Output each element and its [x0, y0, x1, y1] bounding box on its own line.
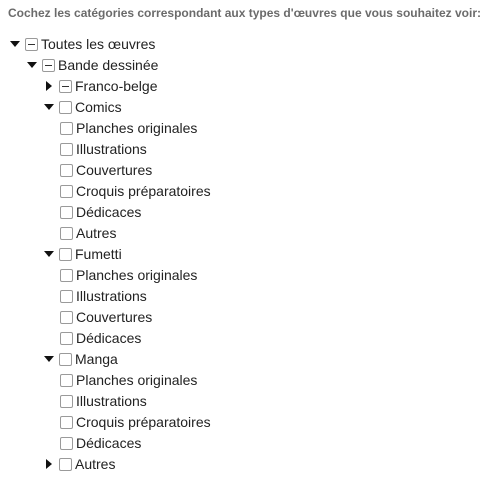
tree-item-label[interactable]: Comics	[75, 99, 122, 115]
checkbox[interactable]	[60, 227, 73, 240]
checkbox[interactable]	[60, 290, 73, 303]
checkbox[interactable]	[60, 311, 73, 324]
checkbox-indeterminate[interactable]	[42, 59, 55, 72]
tree-item-croquis-preparatoires[interactable]	[60, 181, 211, 201]
checkbox[interactable]	[60, 374, 73, 387]
tree-item-franco-belge[interactable]	[43, 76, 158, 96]
tree-item-label[interactable]: Couvertures	[76, 309, 153, 325]
checkbox[interactable]	[59, 353, 72, 366]
checkbox-indeterminate[interactable]	[25, 38, 38, 51]
checkbox[interactable]	[59, 248, 72, 261]
tree-item-label[interactable]: Fumetti	[75, 246, 122, 262]
tree-item-label[interactable]: Dédicaces	[76, 435, 142, 451]
tree-item-label[interactable]: Illustrations	[76, 141, 147, 157]
tree-item-label[interactable]: Couvertures	[76, 162, 153, 178]
tree-item-couvertures[interactable]	[60, 160, 152, 180]
tree-item-croquis-preparatoires[interactable]	[60, 412, 211, 432]
tree-item-label[interactable]: Dédicaces	[76, 330, 142, 346]
tree-item-autres[interactable]	[60, 223, 116, 243]
tree-item-label[interactable]: Croquis préparatoires	[76, 414, 211, 430]
tree-item-illustrations[interactable]	[60, 139, 147, 159]
checkbox[interactable]	[59, 458, 72, 471]
checkbox[interactable]	[60, 122, 73, 135]
tree-item-illustrations[interactable]	[60, 286, 147, 306]
tree-item-planches-originales[interactable]	[60, 370, 197, 390]
checkbox-indeterminate[interactable]	[59, 80, 72, 93]
tree-item-dedicaces[interactable]	[60, 328, 141, 348]
tree-item-dedicaces[interactable]	[60, 433, 141, 453]
tree-item-label[interactable]: Croquis préparatoires	[76, 183, 211, 199]
caret-down-icon[interactable]	[9, 38, 21, 50]
tree-item-label[interactable]: Planches originales	[76, 267, 198, 283]
tree-item-label[interactable]: Franco-belge	[75, 78, 158, 94]
tree-item-label[interactable]: Manga	[75, 351, 118, 367]
tree-item-fumetti[interactable]	[43, 244, 122, 264]
tree-item-bande-dessinee[interactable]	[26, 55, 158, 75]
tree-item-label[interactable]: Autres	[75, 456, 116, 472]
checkbox[interactable]	[60, 206, 73, 219]
tree-item-label[interactable]: Dédicaces	[76, 204, 142, 220]
tree-item-label[interactable]: Illustrations	[76, 288, 147, 304]
caret-down-icon[interactable]	[43, 101, 55, 113]
tree-item-manga[interactable]	[43, 349, 118, 369]
tree-item-label[interactable]: Toutes les œuvres	[41, 36, 156, 52]
caret-right-icon[interactable]	[43, 458, 55, 470]
tree-item-planches-originales[interactable]	[60, 118, 197, 138]
tree-item-label[interactable]: Planches originales	[76, 120, 198, 136]
tree-item-planches-originales[interactable]	[60, 265, 197, 285]
tree-item-label[interactable]: Autres	[76, 225, 117, 241]
tree-item-dedicaces[interactable]	[60, 202, 141, 222]
tree-item-couvertures[interactable]	[60, 307, 152, 327]
caret-down-icon[interactable]	[26, 59, 38, 71]
caret-right-icon[interactable]	[43, 80, 55, 92]
caret-down-icon[interactable]	[43, 248, 55, 260]
tree-item-toutes-les-oeuvres[interactable]	[9, 34, 155, 54]
checkbox[interactable]	[60, 416, 73, 429]
checkbox[interactable]	[60, 395, 73, 408]
checkbox[interactable]	[60, 143, 73, 156]
tree-item-autres[interactable]	[43, 454, 115, 474]
checkbox[interactable]	[60, 164, 73, 177]
checkbox[interactable]	[60, 332, 73, 345]
instructions-heading: Cochez les catégories correspondant aux types d'œuvres que vous souhaitez voir:	[8, 6, 481, 20]
caret-down-icon[interactable]	[43, 353, 55, 365]
tree-item-label[interactable]: Planches originales	[76, 372, 198, 388]
tree-item-illustrations[interactable]	[60, 391, 147, 411]
checkbox[interactable]	[60, 269, 73, 282]
tree-item-comics[interactable]	[43, 97, 122, 117]
checkbox[interactable]	[60, 437, 73, 450]
tree-item-label[interactable]: Bande dessinée	[58, 57, 159, 73]
checkbox[interactable]	[59, 101, 72, 114]
checkbox[interactable]	[60, 185, 73, 198]
tree-item-label[interactable]: Illustrations	[76, 393, 147, 409]
